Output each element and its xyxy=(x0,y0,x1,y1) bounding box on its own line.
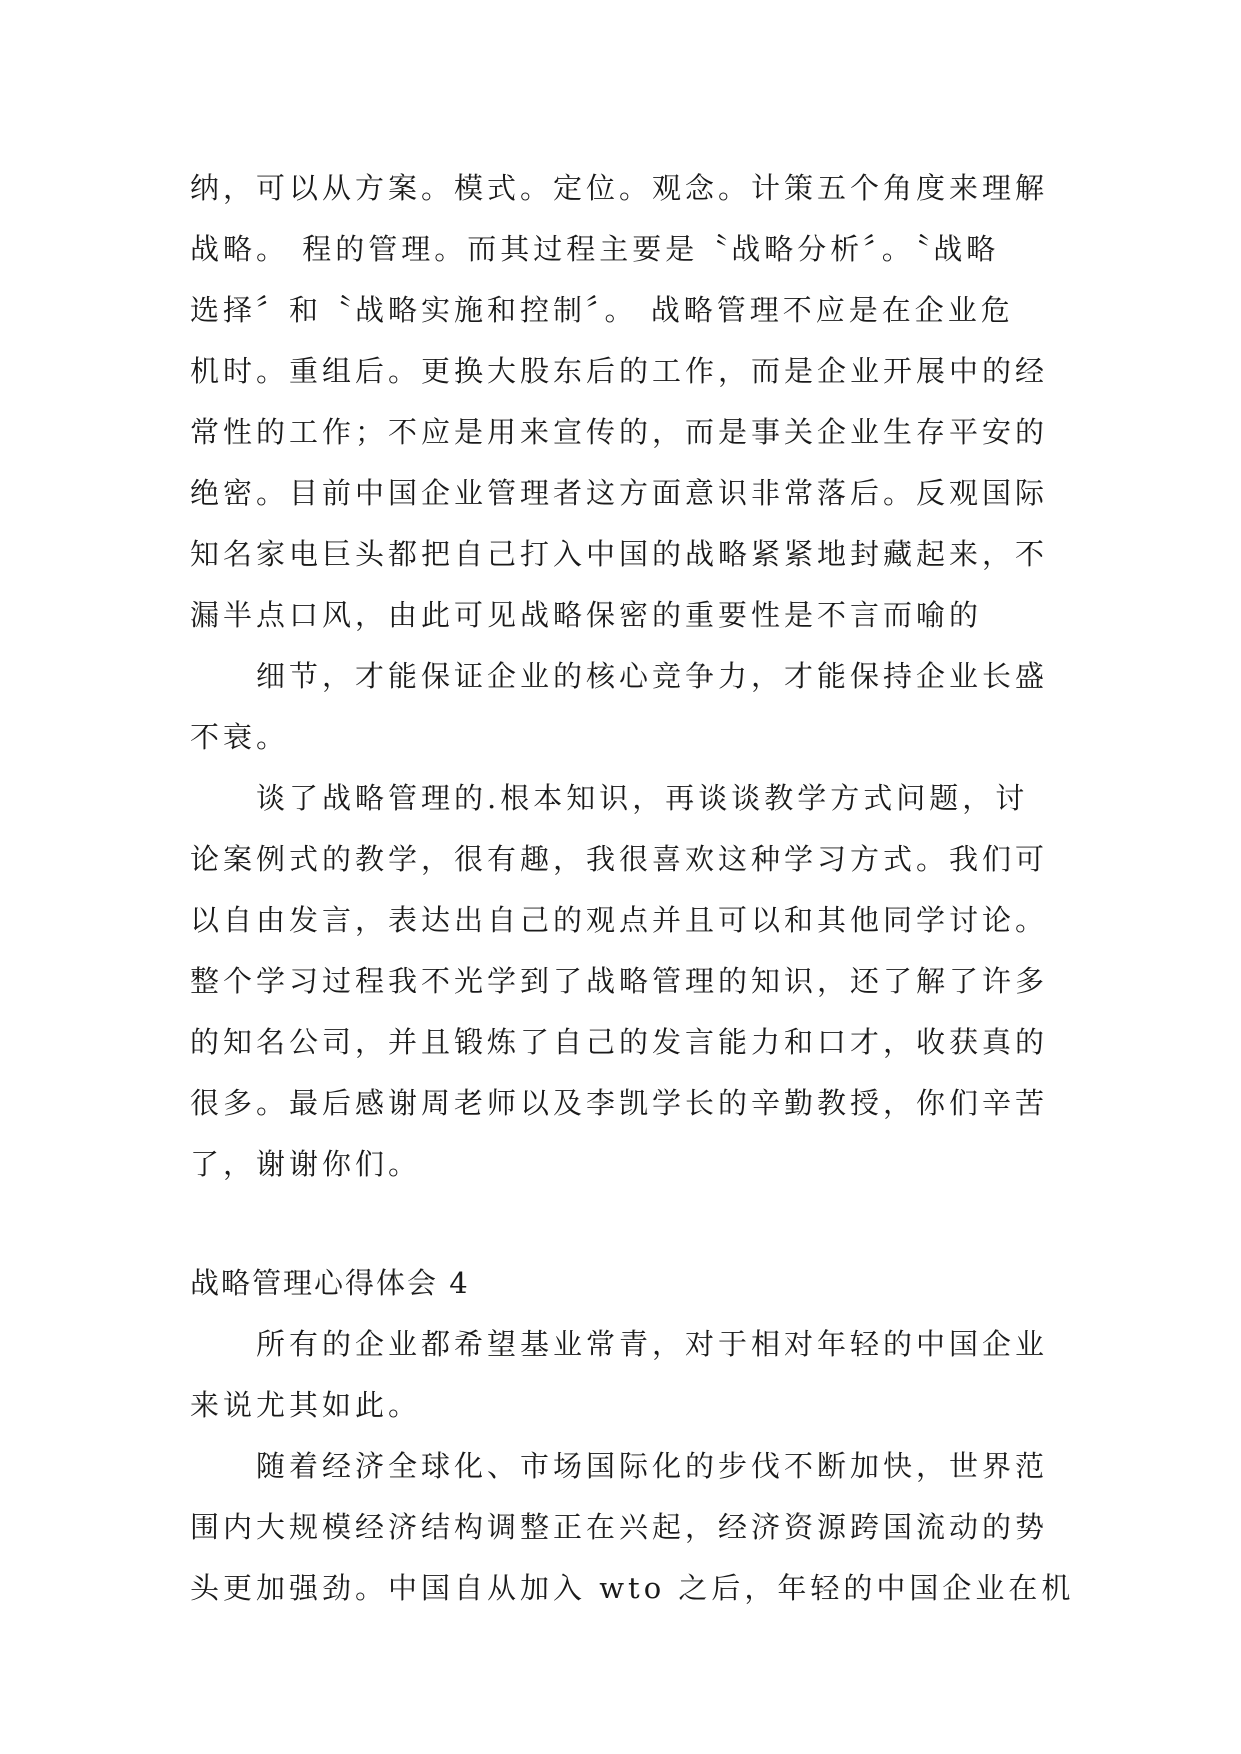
paragraph-line: 不衰。 xyxy=(190,720,290,754)
paragraph-1 xyxy=(190,158,1052,646)
paragraph-line: 细节，才能保证企业的核心竞争力，才能保持企业长盛 xyxy=(256,659,1049,693)
paragraph-line: 的知名公司，并且锻炼了自己的发言能力和口才，收获真的 xyxy=(190,1025,1049,1059)
paragraph-line: 头更加强劲。中国自从加入 wto 之后，年轻的中国企业在机 xyxy=(190,1571,1075,1605)
paragraph-line: 漏半点口风，由此可见战略保密的重要性是不言而喻的 xyxy=(190,598,983,632)
paragraph-line: 随着经济全球化、市场国际化的步伐不断加快，世界范 xyxy=(256,1449,1049,1483)
paragraph-3 xyxy=(190,768,1052,1195)
paragraph-line: 很多。最后感谢周老师以及李凯学长的辛勤教授，你们辛苦 xyxy=(190,1086,1049,1120)
paragraph-line: 常性的工作；不应是用来宣传的，而是事关企业生存平安的 xyxy=(190,415,1049,449)
paragraph-line: 围内大规模经济结构调整正在兴起，经济资源跨国流动的势 xyxy=(190,1510,1049,1544)
paragraph-line: 绝密。目前中国企业管理者这方面意识非常落后。反观国际 xyxy=(190,476,1049,510)
paragraph-4 xyxy=(190,1314,1052,1436)
section-spacer xyxy=(190,1195,1052,1253)
paragraph-line: 整个学习过程我不光学到了战略管理的知识，还了解了许多 xyxy=(190,964,1049,998)
paragraph-line: 论案例式的教学，很有趣，我很喜欢这种学习方式。我们可 xyxy=(190,842,1049,876)
paragraph-2 xyxy=(190,646,1052,768)
section-heading: 战略管理心得体会 4 xyxy=(190,1266,470,1300)
paragraph-line: 战略。 程的管理。而其过程主要是〝战略分析〞。〝战略 xyxy=(190,232,1000,266)
paragraph-line: 机时。重组后。更换大股东后的工作，而是企业开展中的经 xyxy=(190,354,1049,388)
paragraph-line: 纳，可以从方案。模式。定位。观念。计策五个角度来理解 xyxy=(190,171,1049,205)
document-body xyxy=(190,158,1075,1619)
paragraph-line: 谈了战略管理的.根本知识，再谈谈教学方式问题，讨 xyxy=(256,781,1029,815)
paragraph-line: 所有的企业都希望基业常青，对于相对年轻的中国企业 xyxy=(256,1327,1049,1361)
paragraph-line: 选择〞和〝战略实施和控制〞。 战略管理不应是在企业危 xyxy=(190,293,1014,327)
paragraph-line: 知名家电巨头都把自己打入中国的战略紧紧地封藏起来，不 xyxy=(190,537,1049,571)
paragraph-line: 了，谢谢你们。 xyxy=(190,1147,422,1181)
paragraph-line: 来说尤其如此。 xyxy=(190,1388,422,1422)
paragraph-line: 以自由发言，表达出自己的观点并且可以和其他同学讨论。 xyxy=(190,903,1049,937)
paragraph-5 xyxy=(190,1436,1075,1619)
